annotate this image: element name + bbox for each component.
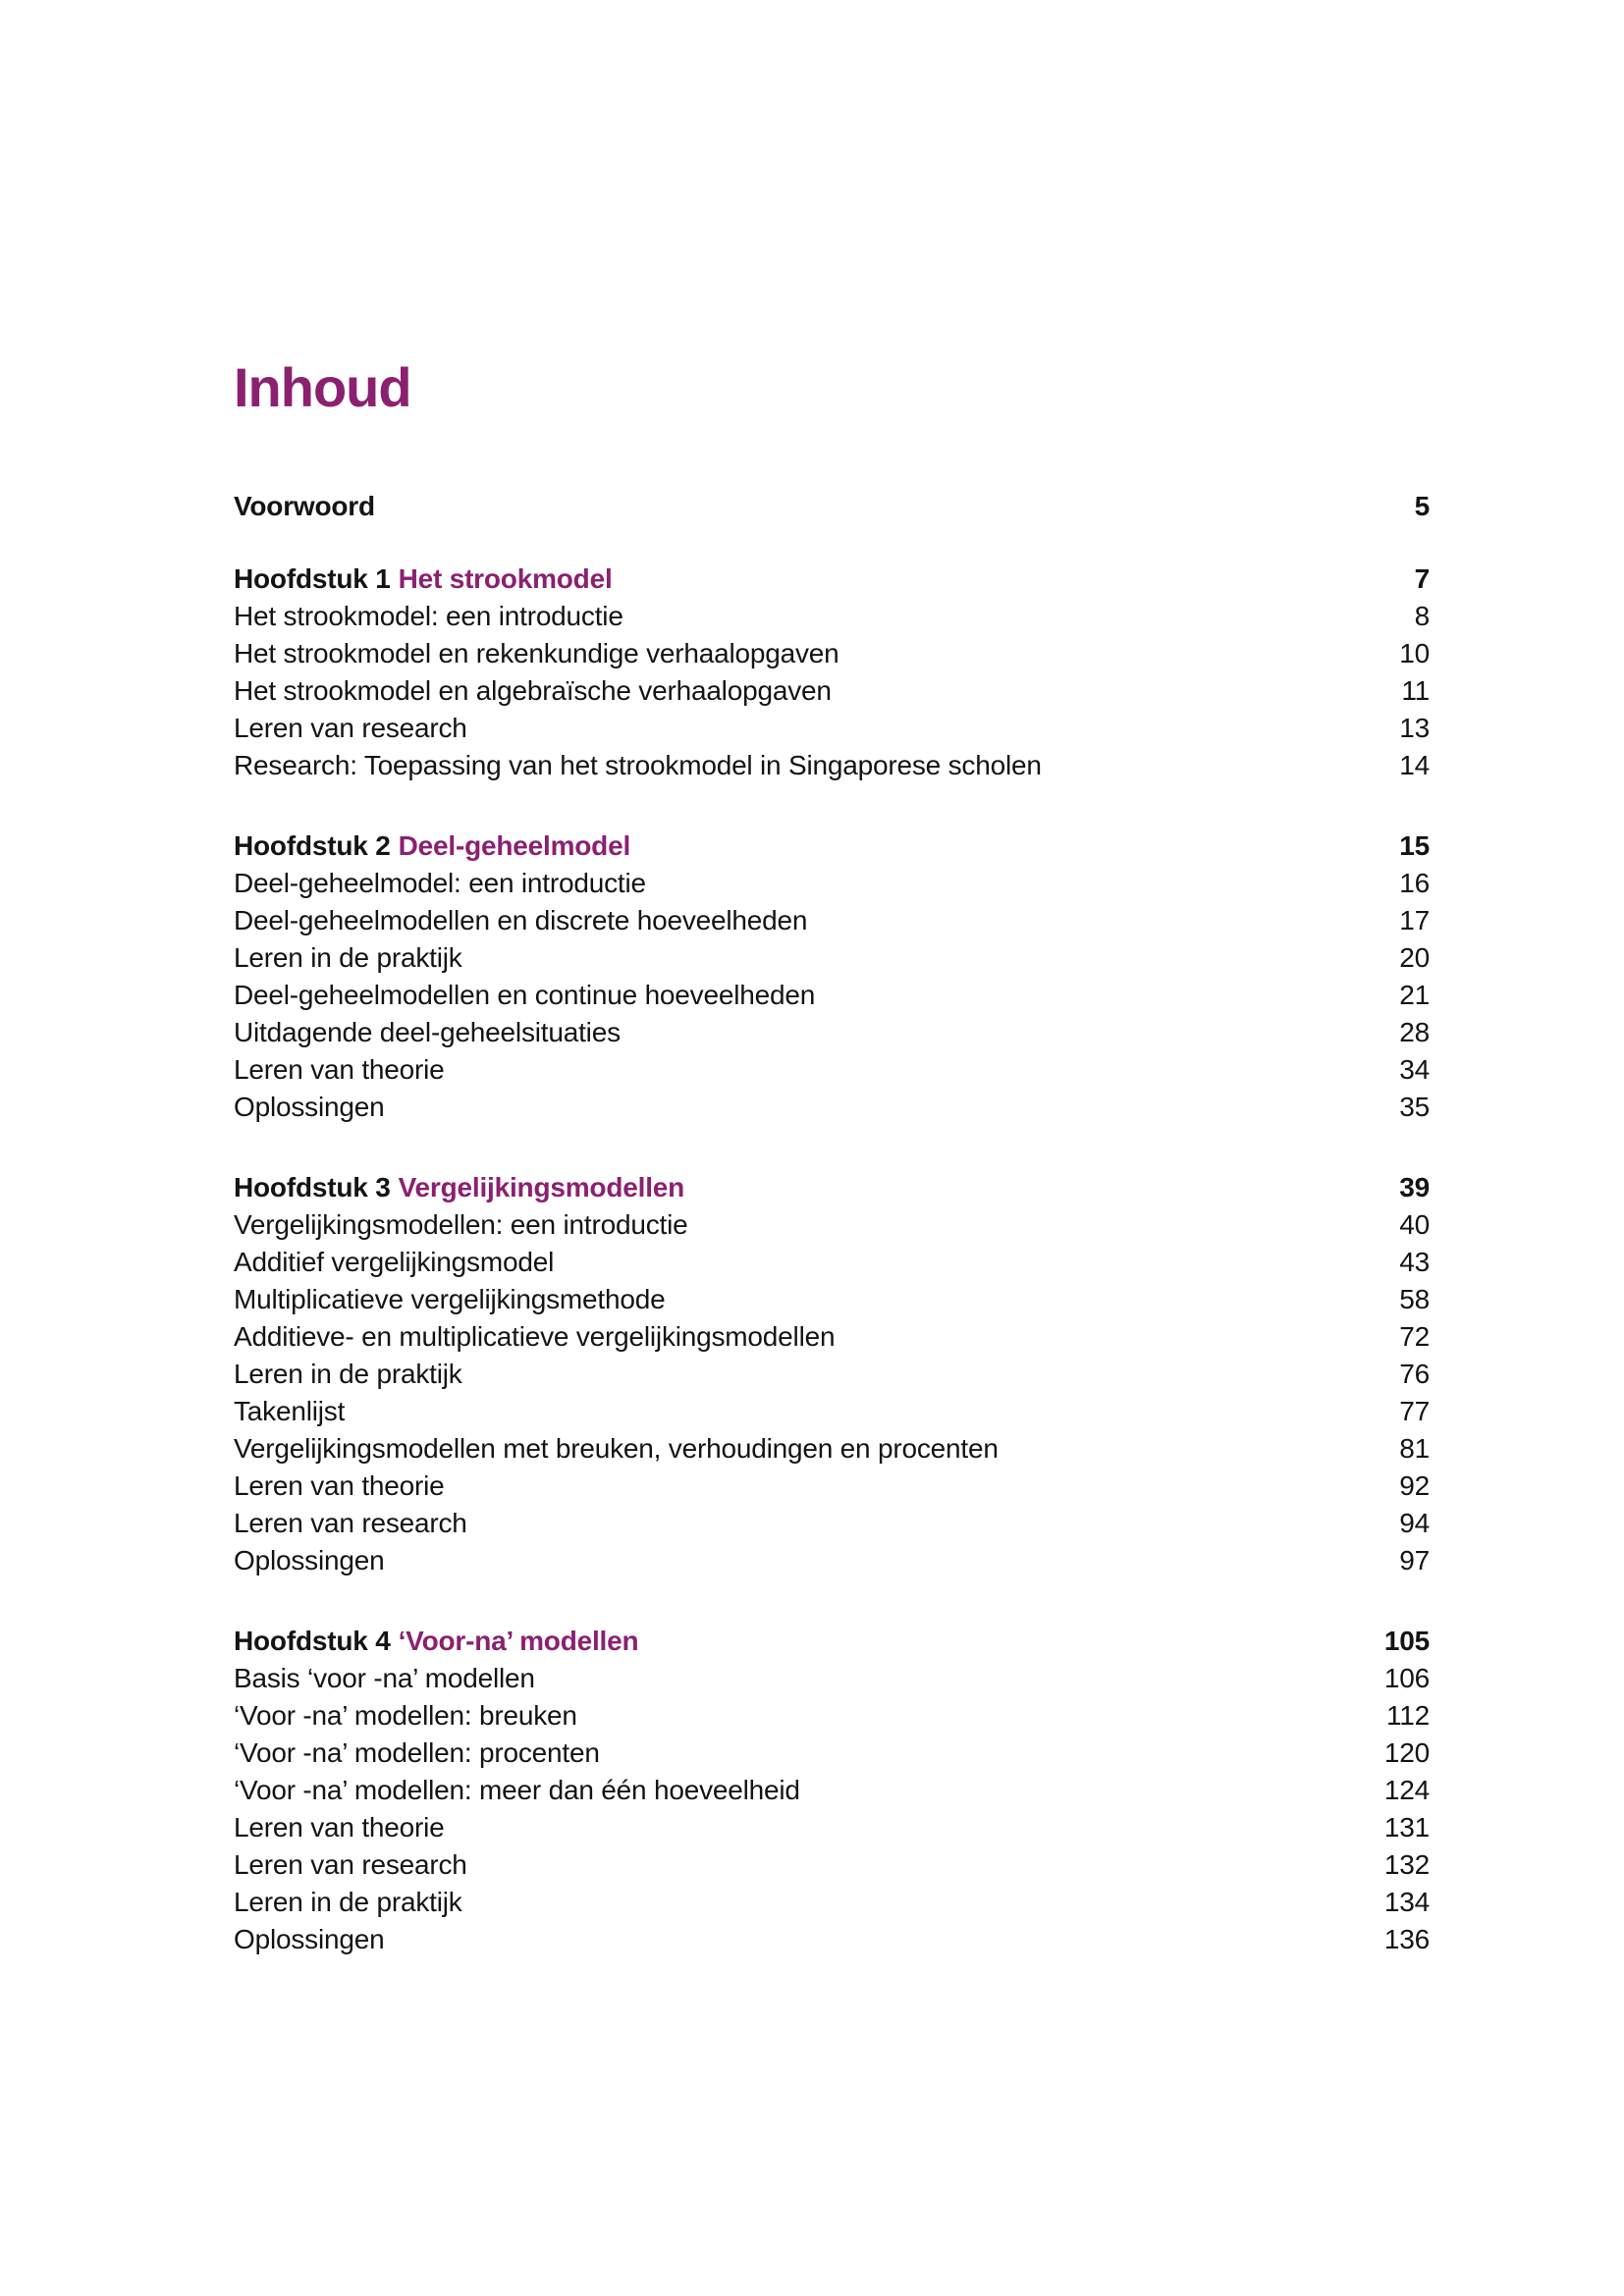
toc-entry-page: 43 (1399, 1247, 1430, 1277)
toc-entry (234, 1809, 1430, 1846)
toc-entry-page: 76 (1399, 1359, 1430, 1389)
toc-entry-page: 72 (1399, 1321, 1430, 1352)
toc-entry-label: Leren van theorie (234, 1812, 445, 1842)
toc-entry-label: Research: Toepassing van het strookmodel in Singaporese scholen (234, 750, 1042, 780)
toc-entry-page: 11 (1401, 675, 1430, 706)
toc-entry (234, 1505, 1430, 1542)
toc-entry-label: ‘Voor -na’ modellen: meer dan één hoeveelheid (234, 1775, 800, 1805)
toc-entry-label: Leren in de praktijk (234, 942, 462, 973)
toc-entry-page: 94 (1399, 1508, 1430, 1538)
toc-entry-page: 34 (1399, 1054, 1430, 1085)
toc-entry-label: Oplossingen (234, 1092, 385, 1122)
toc-entry (234, 1884, 1430, 1921)
toc-entry-page: 120 (1383, 1737, 1430, 1768)
toc-entry (234, 1051, 1430, 1089)
toc-entry (234, 1244, 1430, 1281)
toc-entry-label: Deel-geheelmodellen en discrete hoeveelheden (234, 905, 808, 935)
toc-entry (234, 1921, 1430, 1958)
toc-entry (234, 1393, 1430, 1430)
toc-entry-label: Het strookmodel en rekenkundige verhaalopgaven (234, 638, 839, 668)
toc-entry (234, 1089, 1430, 1126)
toc-entry (234, 865, 1430, 902)
toc-entry-label: Takenlijst (234, 1396, 346, 1426)
toc-entry-page: 77 (1399, 1396, 1430, 1426)
chapter-page-number: 7 (1414, 563, 1430, 594)
chapter-number: Hoofdstuk 3 (234, 1172, 391, 1202)
toc-entry-page: 131 (1383, 1812, 1430, 1842)
toc-entry (234, 672, 1430, 710)
toc-entry (234, 902, 1430, 939)
toc-entry-page: 13 (1399, 713, 1430, 743)
toc-entry (234, 1430, 1430, 1468)
chapter-heading-row (234, 1623, 1430, 1660)
toc-entry (234, 1206, 1430, 1244)
toc-entry-label: Additieve- en multiplicatieve vergelijkingsmodellen (234, 1321, 836, 1352)
toc-entry (234, 598, 1430, 635)
toc-entry-page: 21 (1399, 980, 1430, 1010)
toc-entry (234, 1014, 1430, 1051)
chapter-title: Het strookmodel (398, 563, 613, 594)
toc-entry-label: Basis ‘voor -na’ modellen (234, 1663, 535, 1693)
toc-entry-label: Vergelijkingsmodellen: een introductie (234, 1209, 688, 1240)
toc-entry (234, 977, 1430, 1014)
chapter-heading-row (234, 828, 1430, 865)
toc-entry (234, 1772, 1430, 1809)
page-title: Inhoud (234, 356, 411, 418)
toc-entry-page: 16 (1399, 868, 1430, 898)
chapter-number: Hoofdstuk 1 (234, 563, 391, 594)
preface-page-number: 5 (1414, 491, 1430, 521)
toc-entry (234, 1735, 1430, 1772)
toc-entry-page: 112 (1385, 1700, 1430, 1731)
toc-entry-page: 40 (1399, 1209, 1430, 1240)
toc-entry-label: Leren van research (234, 1849, 467, 1880)
toc-entry (234, 1356, 1430, 1393)
toc-entry-label: Leren van theorie (234, 1470, 445, 1501)
chapter-block (234, 1169, 1430, 1579)
toc-entry-page: 92 (1399, 1470, 1430, 1501)
toc-entry (234, 1697, 1430, 1735)
chapter-heading-row (234, 561, 1430, 598)
chapter-list (234, 561, 1430, 1958)
chapter-block (234, 1623, 1430, 1958)
chapter-block (234, 561, 1430, 784)
toc-entry-page: 124 (1383, 1775, 1430, 1805)
toc-entry (234, 1318, 1430, 1356)
toc-entry-page: 106 (1383, 1663, 1430, 1693)
chapter-title: Deel-geheelmodel (398, 830, 631, 861)
toc-entry (234, 939, 1430, 977)
toc-entry-page: 81 (1399, 1433, 1430, 1464)
chapter-page-number: 105 (1383, 1626, 1430, 1656)
toc-entry-page: 14 (1399, 750, 1430, 780)
toc-entry-label: Leren van theorie (234, 1054, 445, 1085)
preface-row (234, 488, 1430, 525)
toc-entry (234, 1281, 1430, 1318)
chapter-heading-label (234, 1169, 684, 1206)
toc-entry-label: ‘Voor -na’ modellen: procenten (234, 1737, 600, 1768)
chapter-number: Hoofdstuk 4 (234, 1626, 391, 1656)
chapter-page-number: 39 (1399, 1172, 1430, 1202)
toc-entry (234, 635, 1430, 672)
preface-label: Voorwoord (234, 491, 375, 521)
toc-entry (234, 1468, 1430, 1505)
toc-entry-label: Oplossingen (234, 1924, 385, 1954)
toc-entry-label: Deel-geheelmodellen en continue hoeveelheden (234, 980, 816, 1010)
toc-entry-page: 35 (1399, 1092, 1430, 1122)
toc-entry-label: Multiplicatieve vergelijkingsmethode (234, 1284, 666, 1314)
toc-entry-page: 20 (1399, 942, 1430, 973)
toc-entry-label: Het strookmodel: een introductie (234, 601, 623, 631)
chapter-page-number: 15 (1399, 830, 1430, 861)
toc-entry (234, 747, 1430, 784)
toc-entry-page: 97 (1399, 1545, 1430, 1575)
chapter-heading-label (234, 561, 613, 598)
toc-entry-label: ‘Voor -na’ modellen: breuken (234, 1700, 577, 1731)
toc-entry-page: 8 (1414, 601, 1430, 631)
toc-entry-label: Leren van research (234, 1508, 467, 1538)
toc-entry (234, 1542, 1430, 1579)
toc-entry-page: 10 (1399, 638, 1430, 668)
toc-entry-page: 134 (1383, 1887, 1430, 1917)
toc-entry-label: Deel-geheelmodel: een introductie (234, 868, 646, 898)
chapter-heading-label (234, 828, 630, 865)
chapter-number: Hoofdstuk 2 (234, 830, 391, 861)
chapter-heading-row (234, 1169, 1430, 1206)
toc-entry (234, 1846, 1430, 1884)
toc-entry-label: Het strookmodel en algebraïsche verhaalopgaven (234, 675, 832, 706)
toc-entry-label: Leren van research (234, 713, 467, 743)
toc-entry-page: 17 (1399, 905, 1430, 935)
chapter-heading-label (234, 1623, 638, 1660)
toc-entry-label: Additief vergelijkingsmodel (234, 1247, 555, 1277)
chapter-block (234, 828, 1430, 1126)
chapter-title: Vergelijkingsmodellen (398, 1172, 685, 1202)
toc-entry-page: 28 (1399, 1017, 1430, 1047)
toc-entry-label: Vergelijkingsmodellen met breuken, verhoudingen en procenten (234, 1433, 999, 1464)
toc-entry-page: 136 (1383, 1924, 1430, 1954)
toc-entry-page: 132 (1383, 1849, 1430, 1880)
toc-entry-page: 58 (1399, 1284, 1430, 1314)
toc-entry-label: Leren in de praktijk (234, 1359, 462, 1389)
toc-entry (234, 710, 1430, 747)
table-of-contents (234, 488, 1430, 1958)
toc-entry (234, 1660, 1430, 1697)
toc-entry-label: Leren in de praktijk (234, 1887, 462, 1917)
chapter-title: ‘Voor-na’ modellen (398, 1626, 639, 1656)
toc-entry-label: Oplossingen (234, 1545, 385, 1575)
toc-entry-label: Uitdagende deel-geheelsituaties (234, 1017, 621, 1047)
